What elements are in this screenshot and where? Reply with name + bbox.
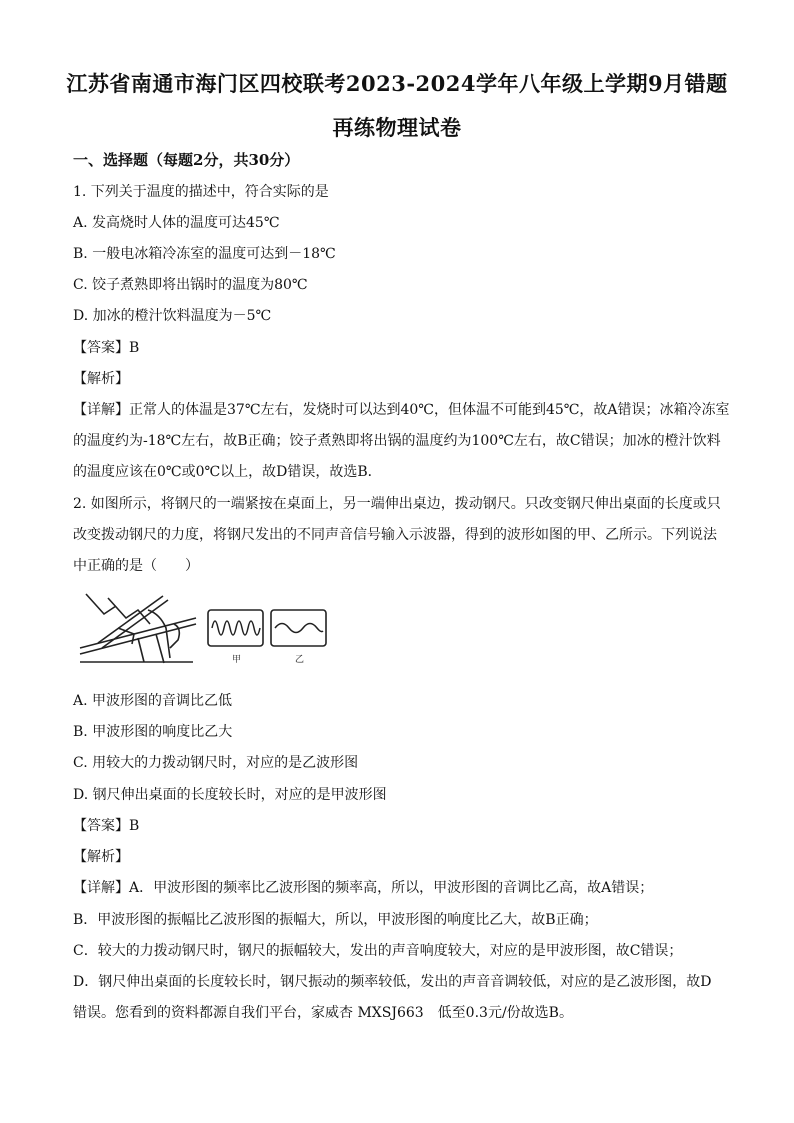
figure-label-yi: 乙 <box>295 655 305 665</box>
figure-illustration <box>78 588 330 668</box>
q1-detail-line: 的温度约为-18℃左右，故B正确；饺子煮熟即将出锅的温度约为100℃左右，故C错误；加冰的橙汁饮料 <box>73 433 721 449</box>
q2-answer: 【答案】B <box>73 818 140 834</box>
ruler-hand-sketch <box>80 594 196 663</box>
doc-title-line2: 再练物理试卷 <box>332 115 462 140</box>
q2-analysis-label: 【解析】 <box>73 849 129 865</box>
q1-detail-line: 【详解】正常人的体温是37℃左右，发烧时可以达到40℃，但体温不可能到45℃，故A错误；冰箱冷冻室 <box>73 402 730 418</box>
q1-stem: 1. 下列关于温度的描述中，符合实际的是 <box>73 184 329 200</box>
q2-detail-line: 【详解】A．甲波形图的频率比乙波形图的频率高，所以，甲波形图的音调比乙高，故A错误； <box>73 880 654 896</box>
q1-option-c: C. 饺子煮熟即将出锅时的温度为80℃ <box>73 277 308 293</box>
q2-detail-line: D．钢尺伸出桌面的长度较长时，钢尺振动的频率较低，发出的声音音调较低，对应的是乙波形图，故D <box>73 974 712 990</box>
q2-stem-line: 2. 如图所示，将钢尺的一端紧按在桌面上，另一端伸出桌边，拨动钢尺。只改变钢尺伸出桌面的长度或只 <box>73 496 721 512</box>
q1-option-d: D. 加冰的橙汁饮料温度为－5℃ <box>73 308 272 324</box>
q2-option-c: C. 用较大的力拨动钢尺时，对应的是乙波形图 <box>73 755 359 771</box>
q2-stem-line: 中正确的是（ ） <box>73 558 199 574</box>
q2-option-d: D. 钢尺伸出桌面的长度较长时，对应的是甲波形图 <box>73 787 387 803</box>
doc-title-line1: 江苏省南通市海门区四校联考2023-2024学年八年级上学期9月错题 <box>66 71 728 96</box>
q1-detail-line: 的温度应该在0℃或0℃以上，故D错误，故选B． <box>73 464 382 480</box>
q1-analysis-label: 【解析】 <box>73 371 129 387</box>
q2-option-b: B. 甲波形图的响度比乙大 <box>73 724 233 740</box>
ruler-oscilloscope-figure <box>78 588 330 668</box>
q2-stem-line: 改变拨动钢尺的力度，将钢尺发出的不同声音信号输入示波器，得到的波形如图的甲、乙所示。下列说法 <box>73 527 717 543</box>
q2-detail-line: C．较大的力拨动钢尺时，钢尺的振幅较大，发出的声音响度较大，对应的是甲波形图，故C错误； <box>73 943 683 959</box>
q1-option-a: A. 发高烧时人体的温度可达45℃ <box>73 215 280 231</box>
section-heading: 一、选择题（每题2分，共30分） <box>73 151 300 169</box>
q2-detail-line: B．甲波形图的振幅比乙波形图的振幅大，所以，甲波形图的响度比乙大，故B正确； <box>73 912 598 928</box>
figure-label-jia: 甲 <box>232 655 242 665</box>
q1-answer: 【答案】B <box>73 340 140 356</box>
q2-option-a: A. 甲波形图的音调比乙低 <box>73 693 233 709</box>
waveform-yi <box>275 624 323 633</box>
waveform-jia <box>212 621 260 635</box>
q2-detail-line: 错误。您看到的资料都源自我们平台，家威杏 MXSJ663 低至0.3元/份故选B。 <box>73 1005 573 1021</box>
q1-option-b: B. 一般电冰箱冷冻室的温度可达到－18℃ <box>73 246 336 262</box>
